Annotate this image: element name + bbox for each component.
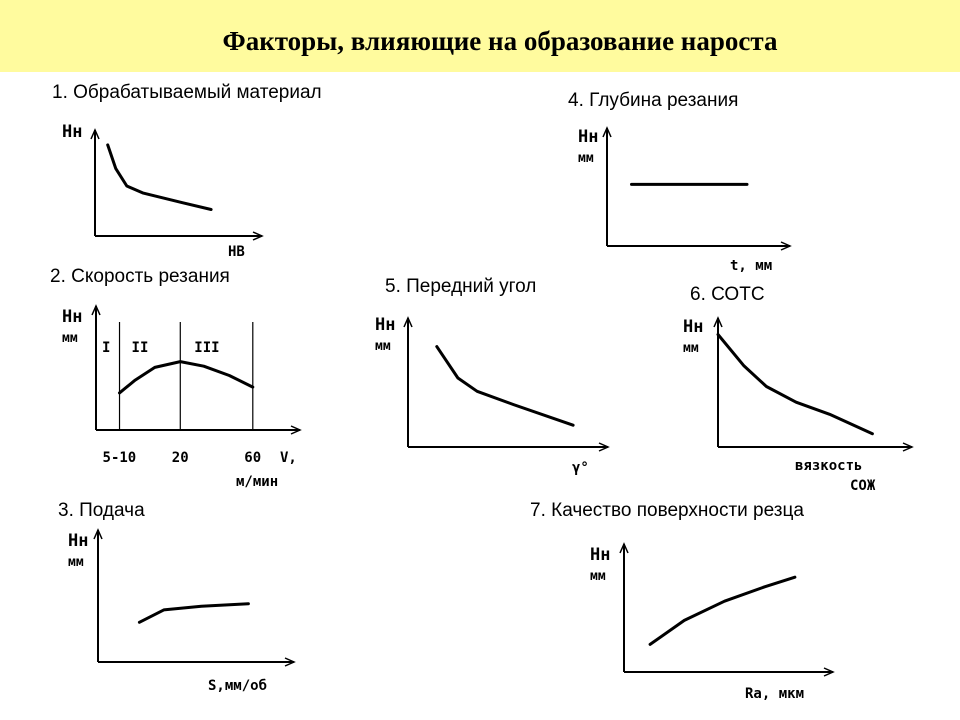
- depth-ylabel-1: мм: [578, 151, 594, 166]
- surface-curve-0: [650, 577, 795, 644]
- sots-ylabel-1: мм: [683, 341, 699, 356]
- feed-xlabel-0: S,мм/об: [208, 678, 268, 694]
- heading-speed: 2. Скорость резания: [50, 266, 230, 287]
- heading-material: 1. Обрабатываемый материал: [52, 82, 322, 103]
- speed-xlabel-1: м/мин: [236, 474, 279, 490]
- sots-curve-0: [718, 335, 872, 434]
- rake-ylabel-0: Hн: [375, 315, 396, 335]
- material-xlabel-0: НВ: [228, 244, 245, 260]
- surface-ylabel-0: Hн: [590, 545, 611, 565]
- speed-ylabel-0: Hн: [62, 307, 83, 327]
- feed-curve-0: [139, 604, 248, 623]
- speed-ylabel-1: мм: [62, 331, 78, 346]
- speed-curve-0: [120, 362, 253, 393]
- speed-tick-label-0: 5-10: [102, 450, 137, 466]
- rake-curve-0: [437, 347, 573, 426]
- material-curve-0: [108, 145, 211, 210]
- speed-zone-label-1: II: [131, 340, 149, 356]
- heading-depth: 4. Глубина резания: [568, 90, 739, 111]
- surface-xlabel-0: Ra, мкм: [745, 686, 805, 702]
- feed-ylabel-0: Hн: [68, 531, 89, 551]
- speed-xlabel-0: V,: [280, 450, 297, 466]
- rake-ylabel-1: мм: [375, 339, 391, 354]
- heading-rake: 5. Передний угол: [385, 276, 537, 297]
- slide-title: Факторы, влияющие на образование нароста: [222, 26, 778, 56]
- material-ylabel-0: Hн: [62, 122, 83, 142]
- feed-ylabel-1: мм: [68, 555, 84, 570]
- sots-ylabel-0: Hн: [683, 317, 704, 337]
- heading-sots: 6. СОТС: [690, 284, 765, 305]
- heading-feed: 3. Подача: [58, 500, 145, 521]
- speed-zone-label-0: I: [102, 340, 111, 356]
- sots-xlabel-1: СОЖ: [850, 478, 876, 494]
- surface-ylabel-1: мм: [590, 569, 606, 584]
- speed-tick-label-2: 60: [244, 450, 262, 466]
- speed-tick-label-1: 20: [171, 450, 189, 466]
- heading-surface: 7. Качество поверхности резца: [530, 500, 804, 521]
- depth-xlabel-0: t, мм: [730, 258, 773, 274]
- depth-ylabel-0: Hн: [578, 127, 599, 147]
- rake-xlabel-0: γ°: [572, 460, 589, 476]
- speed-zone-label-2: III: [194, 340, 220, 356]
- sots-xlabel-0: вязкость: [795, 458, 863, 474]
